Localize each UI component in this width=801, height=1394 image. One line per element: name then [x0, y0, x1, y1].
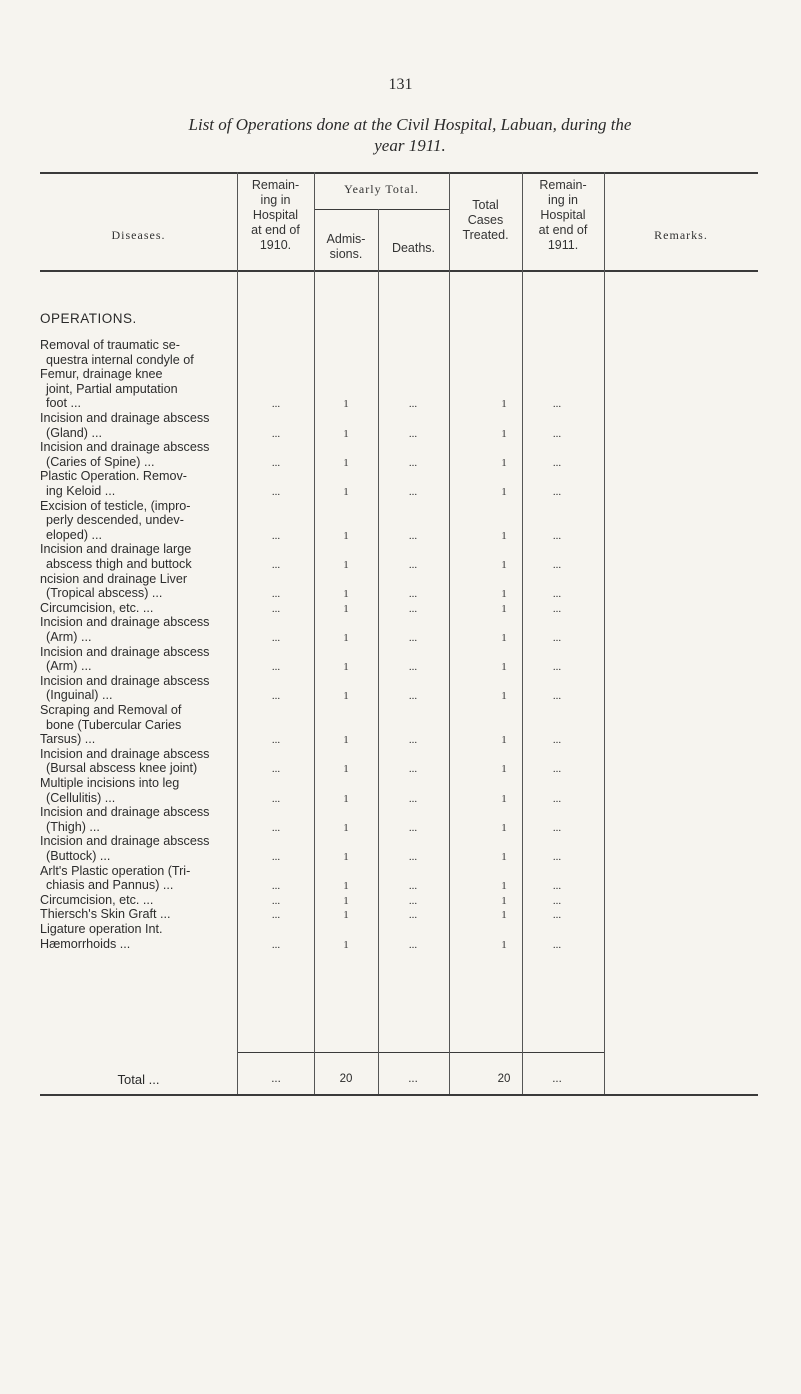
cell-total-cases: 1 [501, 661, 507, 674]
table-bottom-rule [40, 1094, 758, 1096]
disease-line: Tarsus) ... [40, 732, 96, 747]
cell-admissions: 1 [343, 909, 349, 922]
disease-line: Thiersch's Skin Graft ... [40, 907, 171, 922]
cell-deaths: ... [408, 486, 418, 498]
cell-remaining-1911: ... [552, 938, 562, 951]
title-line-2: year 1911. [374, 136, 446, 155]
cell-total-cases: 1 [501, 909, 507, 922]
header-remaining-1910: Remain- ing in Hospital at end of 1910. [251, 178, 300, 252]
column-divider [449, 172, 450, 1094]
disease-line: Excision of testicle, (impro- [40, 498, 191, 513]
cell-remaining-1911: ... [552, 588, 562, 601]
header-yearly-total: Yearly Total. [344, 182, 419, 196]
disease-name [40, 645, 237, 674]
disease-line: (Bursal abscess knee joint) [46, 761, 198, 776]
cell-remaining-1910: ... [271, 588, 281, 601]
cell-deaths: ... [408, 559, 418, 571]
header-diseases: Diseases. [111, 228, 166, 242]
cell-remaining-1910: ... [271, 559, 281, 571]
disease-name [40, 440, 237, 469]
disease-line: Arlt's Plastic operation (Tri- [40, 863, 191, 878]
disease-line: joint, Partial amputation [46, 381, 178, 396]
cell-admissions: 1 [343, 427, 349, 440]
disease-name [40, 893, 237, 908]
total-admissions: 20 [339, 1073, 353, 1085]
cell-total-cases: 1 [501, 690, 507, 703]
cell-remaining-1911: ... [552, 529, 562, 542]
disease-line: Femur, drainage knee [40, 367, 163, 382]
disease-name [40, 615, 237, 644]
cell-deaths: ... [408, 398, 418, 411]
total-remaining-1910: ... [271, 1073, 281, 1085]
cell-admissions: 1 [343, 763, 349, 776]
cell-deaths: ... [408, 792, 418, 805]
cell-remaining-1911: ... [552, 851, 562, 863]
cell-remaining-1911: ... [552, 909, 562, 922]
cell-deaths: ... [408, 763, 418, 776]
section-title: OPERATIONS. [40, 311, 137, 326]
cell-total-cases: 1 [501, 398, 507, 411]
disease-name [40, 747, 237, 776]
cell-deaths: ... [408, 529, 418, 542]
cell-remaining-1911: ... [552, 602, 562, 615]
disease-line: Incision and drainage abscess [40, 673, 210, 688]
title-line-1: List of Operations done at the Civil Hospital, Labuan, during the [188, 115, 632, 134]
cell-total-cases: 1 [501, 763, 507, 776]
disease-line: (Thigh) ... [46, 819, 100, 834]
header-total-cases: Total Cases Treated. [462, 198, 509, 242]
cell-total-cases: 1 [501, 456, 507, 469]
cell-deaths: ... [408, 909, 418, 922]
disease-name [40, 499, 237, 543]
cell-admissions: 1 [343, 588, 349, 601]
cell-remaining-1910: ... [271, 529, 281, 542]
disease-line: Incision and drainage abscess [40, 746, 210, 761]
disease-line: Multiple incisions into leg [40, 776, 180, 790]
cell-remaining-1910: ... [271, 909, 281, 922]
disease-line: Incision and drainage abscess [40, 644, 210, 659]
cell-remaining-1911: ... [552, 880, 562, 893]
disease-line: Hæmorrhoids ... [40, 936, 131, 951]
header-remarks: Remarks. [654, 228, 708, 242]
cell-remaining-1910: ... [271, 456, 281, 469]
cell-total-cases: 1 [501, 632, 507, 644]
cell-remaining-1911: ... [552, 632, 562, 644]
cell-admissions: 1 [343, 880, 349, 893]
disease-name [40, 601, 237, 616]
cell-remaining-1910: ... [271, 763, 281, 776]
disease-line: (Gland) ... [46, 425, 102, 440]
disease-line: abscess thigh and buttock [46, 556, 192, 571]
cell-remaining-1910: ... [271, 880, 281, 893]
disease-name [40, 542, 237, 571]
cell-total-cases: 1 [501, 821, 507, 834]
header-deaths: Deaths. [391, 241, 436, 255]
cell-remaining-1911: ... [552, 821, 562, 834]
cell-remaining-1911: ... [552, 398, 562, 411]
disease-line: Circumcision, etc. ... [40, 892, 154, 907]
cell-admissions: 1 [343, 456, 349, 469]
cell-deaths: ... [408, 588, 418, 601]
cell-remaining-1911: ... [552, 690, 562, 703]
cell-admissions: 1 [343, 661, 349, 674]
cell-remaining-1910: ... [271, 661, 281, 674]
column-divider [237, 172, 238, 1094]
cell-admissions: 1 [343, 486, 349, 498]
total-top-rule [237, 1052, 604, 1053]
cell-deaths: ... [408, 880, 418, 893]
disease-name [40, 703, 237, 747]
cell-remaining-1911: ... [552, 661, 562, 674]
cell-deaths: ... [408, 456, 418, 469]
cell-total-cases: 1 [501, 880, 507, 893]
cell-remaining-1910: ... [271, 792, 281, 805]
disease-line: Circumcision, etc. ... [40, 600, 154, 615]
disease-line: (Arm) ... [46, 629, 92, 644]
disease-line: (Cellulitis) ... [46, 790, 116, 805]
cell-total-cases: 1 [501, 486, 507, 498]
disease-line: Removal of traumatic se- [40, 338, 180, 352]
disease-name [40, 411, 237, 440]
cell-admissions: 1 [343, 529, 349, 542]
cell-total-cases: 1 [501, 588, 507, 601]
total-deaths: ... [408, 1073, 418, 1085]
cell-deaths: ... [408, 690, 418, 703]
cell-admissions: 1 [343, 690, 349, 703]
disease-name [40, 864, 237, 893]
column-divider [604, 172, 605, 1094]
disease-name [40, 776, 237, 805]
cell-admissions: 1 [343, 602, 349, 615]
cell-total-cases: 1 [501, 529, 507, 542]
cell-total-cases: 1 [501, 427, 507, 440]
header-remaining-1911: Remain- ing in Hospital at end of 1911. [538, 178, 588, 252]
disease-line: Incision and drainage abscess [40, 411, 210, 425]
disease-line: (Tropical abscess) ... [46, 586, 163, 601]
disease-line: ncision and drainage Liver [40, 571, 188, 586]
cell-remaining-1911: ... [552, 427, 562, 440]
disease-line: eloped) ... [46, 527, 103, 542]
disease-name [40, 572, 237, 601]
cell-remaining-1910: ... [271, 938, 281, 951]
disease-line: (Caries of Spine) ... [46, 454, 155, 469]
column-divider [378, 209, 379, 1094]
cell-remaining-1911: ... [552, 894, 562, 907]
cell-admissions: 1 [343, 398, 349, 411]
disease-line: Incision and drainage abscess [40, 805, 210, 820]
disease-line: (Arm) ... [46, 659, 92, 674]
disease-name [40, 834, 237, 863]
disease-name [40, 338, 237, 411]
cell-admissions: 1 [343, 559, 349, 571]
cell-remaining-1911: ... [552, 763, 562, 776]
disease-line: foot ... [46, 396, 82, 411]
cell-deaths: ... [408, 894, 418, 907]
cell-deaths: ... [408, 851, 418, 863]
cell-total-cases: 1 [501, 734, 507, 747]
table-top-rule [40, 172, 758, 174]
cell-remaining-1910: ... [271, 894, 281, 907]
disease-name [40, 469, 237, 498]
cell-total-cases: 1 [501, 602, 507, 615]
disease-name [40, 805, 237, 834]
total-remaining-1911: ... [552, 1073, 562, 1085]
disease-line: perly descended, undev- [46, 513, 184, 528]
disease-line: questra internal condyle of [46, 352, 194, 367]
cell-remaining-1911: ... [552, 456, 562, 469]
cell-remaining-1911: ... [552, 559, 562, 571]
disease-name [40, 922, 237, 951]
header-admissions: Admis- sions. [326, 232, 366, 261]
total-cases: 20 [497, 1073, 511, 1085]
cell-remaining-1910: ... [271, 427, 281, 440]
cell-deaths: ... [408, 821, 418, 834]
cell-remaining-1910: ... [271, 690, 281, 703]
cell-admissions: 1 [343, 938, 349, 951]
cell-total-cases: 1 [501, 792, 507, 805]
disease-line: (Buttock) ... [46, 848, 111, 863]
column-divider [314, 172, 315, 1094]
cell-remaining-1910: ... [271, 632, 281, 644]
cell-remaining-1911: ... [552, 792, 562, 805]
disease-line: Incision and drainage large [40, 542, 192, 557]
cell-admissions: 1 [343, 821, 349, 834]
cell-total-cases: 1 [501, 894, 507, 907]
yearly-total-subrule [314, 209, 449, 210]
disease-line: Scraping and Removal of [40, 703, 182, 717]
page-number: 131 [388, 76, 413, 93]
total-label: Total ... [117, 1072, 160, 1087]
disease-line: Incision and drainage abscess [40, 440, 210, 455]
cell-remaining-1910: ... [271, 821, 281, 834]
cell-deaths: ... [408, 427, 418, 440]
cell-deaths: ... [408, 602, 418, 615]
cell-deaths: ... [408, 938, 418, 951]
cell-remaining-1910: ... [271, 398, 281, 411]
cell-remaining-1910: ... [271, 851, 281, 863]
cell-total-cases: 1 [501, 851, 507, 863]
disease-line: bone (Tubercular Caries [46, 717, 182, 732]
disease-line: Ligature operation Int. [40, 922, 163, 936]
cell-remaining-1910: ... [271, 602, 281, 615]
disease-line: (Inguinal) ... [46, 688, 113, 703]
disease-line: ing Keloid ... [46, 483, 116, 498]
cell-total-cases: 1 [501, 938, 507, 951]
disease-line: Incision and drainage abscess [40, 615, 210, 630]
cell-admissions: 1 [343, 792, 349, 805]
cell-deaths: ... [408, 661, 418, 674]
page-title [60, 114, 760, 156]
cell-remaining-1910: ... [271, 734, 281, 747]
cell-total-cases: 1 [501, 559, 507, 571]
disease-line: chiasis and Pannus) ... [46, 878, 174, 893]
disease-line: Plastic Operation. Remov- [40, 469, 187, 484]
cell-remaining-1911: ... [552, 486, 562, 498]
cell-deaths: ... [408, 632, 418, 644]
cell-remaining-1911: ... [552, 734, 562, 747]
cell-remaining-1910: ... [271, 486, 281, 498]
cell-admissions: 1 [343, 632, 349, 644]
cell-admissions: 1 [343, 851, 349, 863]
cell-deaths: ... [408, 734, 418, 747]
disease-name [40, 674, 237, 703]
disease-name [40, 907, 237, 922]
header-bottom-rule [40, 270, 758, 272]
disease-line: Incision and drainage abscess [40, 834, 210, 849]
cell-admissions: 1 [343, 734, 349, 747]
cell-admissions: 1 [343, 894, 349, 907]
